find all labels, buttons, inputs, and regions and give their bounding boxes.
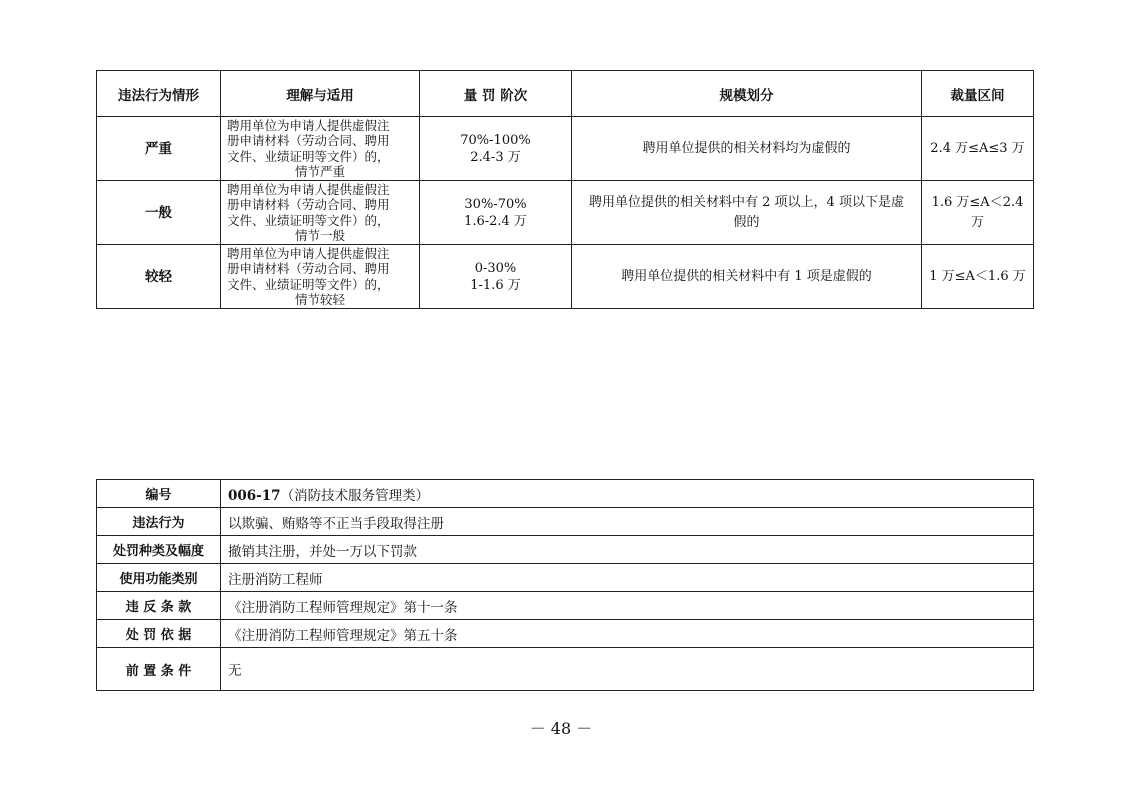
description-line: 文件、业绩证明等文件）的， <box>227 276 390 292</box>
table-header-row <box>97 71 1034 117</box>
level-amount: 1-1.6 万 <box>470 277 521 293</box>
info-row-precondition <box>97 648 1034 691</box>
header-penalty-level: 量 罚 阶次 <box>420 71 572 117</box>
description-line: 情节一般 <box>294 228 345 243</box>
info-row-number <box>97 480 1034 508</box>
penalty-level-cell <box>420 245 572 309</box>
range-cell <box>922 117 1034 181</box>
table-row <box>97 245 1034 309</box>
info-value: 以欺骗、贿赂等不正当手段取得注册 <box>221 508 1034 536</box>
description-line: 册申请材料（劳动合同、聘用 <box>227 197 390 212</box>
level-percent: 30%-70% <box>464 196 527 212</box>
level-amount: 2.4-3 万 <box>470 149 521 165</box>
description-line: 情节严重 <box>294 164 345 179</box>
scale-text: 聘用单位提供的相关材料均为虚假的 <box>642 140 851 156</box>
info-row-penalty-type <box>97 536 1034 564</box>
range-text: 万 <box>970 214 984 230</box>
level-percent: 70%-100% <box>460 132 531 148</box>
table-row <box>97 181 1034 245</box>
description-line: 册申请材料（劳动合同、聘用 <box>227 133 390 148</box>
header-violation-situation: 违法行为情形 <box>97 71 221 117</box>
description-line: 情节较轻 <box>294 292 345 307</box>
info-row-function-category <box>97 564 1034 592</box>
info-row-penalty-basis <box>97 620 1034 648</box>
severity-cell: 严重 <box>97 117 221 181</box>
scale-cell <box>572 245 922 309</box>
description-line: 聘用单位为申请人提供虚假注 <box>227 245 390 261</box>
level-amount: 1.6-2.4 万 <box>464 213 527 229</box>
severity-cell: 较轻 <box>97 245 221 309</box>
scale-cell <box>572 117 922 181</box>
case-category: （消防技术服务管理类） <box>280 487 430 504</box>
header-understanding: 理解与适用 <box>221 71 420 117</box>
info-label: 前 置 条 件 <box>97 648 221 691</box>
info-value: 《注册消防工程师管理规定》第十一条 <box>221 592 1034 620</box>
description-line: 聘用单位为申请人提供虚假注 <box>227 181 390 197</box>
header-scale-division: 规模划分 <box>572 71 922 117</box>
level-percent: 0-30% <box>474 260 517 276</box>
scale-text: 假的 <box>733 214 760 230</box>
description-line: 文件、业绩证明等文件）的， <box>227 212 390 228</box>
violation-info-table <box>96 479 1034 691</box>
description-cell <box>221 245 420 309</box>
scale-cell <box>572 181 922 245</box>
info-label: 处 罚 依 据 <box>97 620 221 648</box>
table-row <box>97 117 1034 181</box>
range-text: 1 万≤A＜1.6 万 <box>929 268 1026 284</box>
info-label: 使用功能类别 <box>97 564 221 592</box>
range-text: 2.4 万≤A≤3 万 <box>930 140 1025 156</box>
range-cell <box>922 181 1034 245</box>
range-cell <box>922 245 1034 309</box>
info-row-violated-clause <box>97 592 1034 620</box>
case-number: 006-17 <box>228 487 281 504</box>
info-label: 违法行为 <box>97 508 221 536</box>
scale-text: 聘用单位提供的相关材料中有 1 项是虚假的 <box>621 268 872 284</box>
info-value <box>221 480 1034 508</box>
scale-text: 聘用单位提供的相关材料中有 2 项以上，4 项以下是虚 <box>589 194 904 210</box>
info-value: 撤销其注册，并处一万以下罚款 <box>221 536 1034 564</box>
info-label: 违 反 条 款 <box>97 592 221 620</box>
penalty-discretion-table <box>96 70 1034 309</box>
description-line: 文件、业绩证明等文件）的， <box>227 148 390 164</box>
penalty-level-cell <box>420 181 572 245</box>
description-cell <box>221 181 420 245</box>
description-cell <box>221 117 420 181</box>
info-value: 无 <box>221 648 1034 691</box>
description-line: 册申请材料（劳动合同、聘用 <box>227 261 390 276</box>
page-number: － 48 － <box>529 719 593 738</box>
range-text: 1.6 万≤A＜2.4 <box>931 194 1024 210</box>
header-discretion-range: 裁量区间 <box>922 71 1034 117</box>
severity-cell: 一般 <box>97 181 221 245</box>
penalty-level-cell <box>420 117 572 181</box>
info-value: 注册消防工程师 <box>221 564 1034 592</box>
info-row-violation <box>97 508 1034 536</box>
info-label: 编号 <box>97 480 221 508</box>
info-label: 处罚种类及幅度 <box>97 536 221 564</box>
description-line: 聘用单位为申请人提供虚假注 <box>227 117 390 133</box>
info-value: 《注册消防工程师管理规定》第五十条 <box>221 620 1034 648</box>
